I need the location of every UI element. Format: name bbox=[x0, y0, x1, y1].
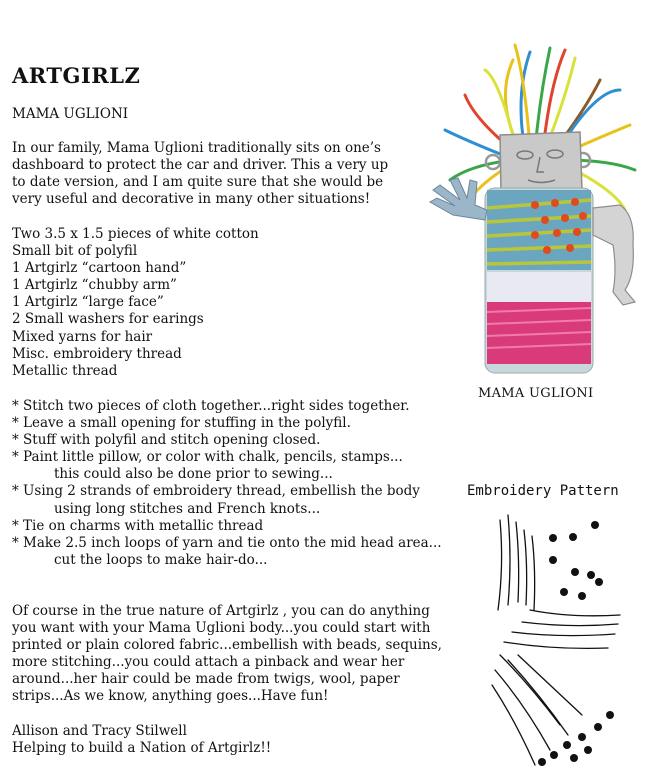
closing-paragraph bbox=[12, 603, 442, 706]
material-item: 1 Artgirlz “large face” bbox=[12, 294, 164, 311]
step-line: * Stitch two pieces of cloth together...right sides together. bbox=[12, 398, 410, 414]
chubby-arm bbox=[593, 205, 635, 305]
materials-list bbox=[12, 226, 259, 380]
step-line: * Make 2.5 inch loops of yarn and tie onto the mid head area... bbox=[12, 534, 442, 551]
intro-line: dashboard to protect the car and driver. This a very up bbox=[12, 157, 389, 174]
step-line: * Paint little pillow, or color with chalk, pencils, stamps... bbox=[12, 449, 403, 466]
intro-paragraph bbox=[12, 140, 388, 208]
instruction-steps bbox=[12, 398, 442, 569]
closing-line: printed or plain colored fabric...embellish with beads, sequins, bbox=[12, 637, 442, 654]
signature-tagline: Helping to build a Nation of Artgirlz!! bbox=[12, 740, 272, 757]
material-item: 2 Small washers for earings bbox=[12, 311, 204, 328]
closing-line: strips...As we know, anything goes...Have fun! bbox=[12, 688, 329, 705]
step-continuation: this could also be done prior to sewing... bbox=[54, 466, 333, 483]
intro-line: to date version, and I am quite sure that she would be bbox=[12, 174, 384, 191]
brand-title: ARTGIRLZ bbox=[12, 63, 141, 88]
material-item: Two 3.5 x 1.5 pieces of white cotton bbox=[12, 226, 259, 242]
closing-line: around...her hair could be made from twigs, wool, paper bbox=[12, 671, 400, 688]
closing-line: you want with your Mama Uglioni body...you could start with bbox=[12, 620, 431, 637]
step-line: * Tie on charms with metallic thread bbox=[12, 517, 264, 534]
signature-names: Allison and Tracy Stilwell bbox=[12, 723, 187, 739]
figure-caption: MAMA UGLIONI bbox=[478, 386, 594, 401]
cartoon-hand bbox=[430, 178, 487, 220]
material-item: Mixed yarns for hair bbox=[12, 328, 153, 345]
material-item: 1 Artgirlz “cartoon hand” bbox=[12, 260, 187, 277]
intro-line: In our family, Mama Uglioni traditionally sits on one’s bbox=[12, 140, 381, 156]
material-item: Small bit of polyfil bbox=[12, 243, 138, 260]
step-continuation: cut the loops to make hair-do... bbox=[54, 551, 268, 568]
material-item: Metallic thread bbox=[12, 362, 118, 379]
material-item: 1 Artgirlz “chubby arm” bbox=[12, 277, 177, 294]
closing-line: Of course in the true nature of Artgirlz , you can do anything bbox=[12, 603, 430, 619]
mama-uglioni-doll-image bbox=[425, 40, 657, 380]
signature bbox=[12, 723, 271, 757]
step-continuation: using long stitches and French knots... bbox=[54, 500, 321, 517]
step-line: * Using 2 strands of embroidery thread, embellish the body bbox=[12, 483, 420, 500]
closing-line: more stitching...you could attach a pinback and wear her bbox=[12, 654, 405, 671]
intro-line: very useful and decorative in many other situations! bbox=[12, 191, 371, 208]
material-item: Misc. embroidery thread bbox=[12, 345, 182, 362]
pattern-title: Embroidery Pattern bbox=[467, 483, 619, 499]
recipe-title: MAMA UGLIONI bbox=[12, 106, 129, 122]
step-line: * Stuff with polyfil and stitch opening closed. bbox=[12, 432, 321, 449]
embroidery-pattern-diagram bbox=[490, 510, 630, 770]
step-line: * Leave a small opening for stuffing in the polyfil. bbox=[12, 415, 351, 432]
